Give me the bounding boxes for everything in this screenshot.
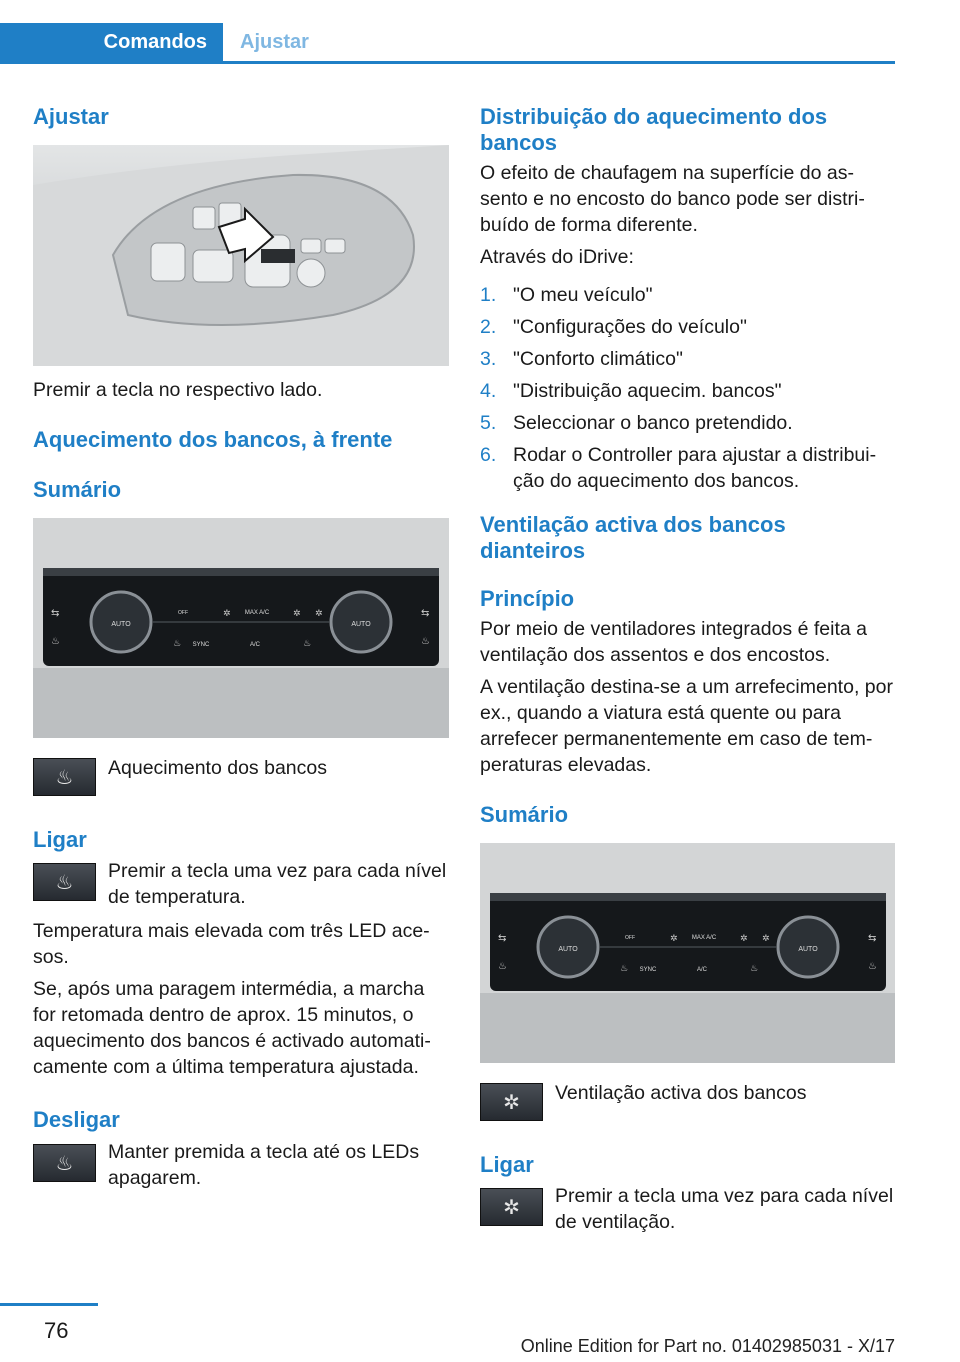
svg-text:♨: ♨	[620, 964, 629, 974]
svg-text:♨: ♨	[750, 964, 759, 974]
seat-heating-icon: ♨	[33, 1144, 96, 1182]
svg-text:SYNC: SYNC	[192, 642, 210, 648]
list-item: 5. Seleccionar o banco pretendido.	[480, 412, 793, 434]
idrive-steps-list	[480, 282, 896, 494]
right-column	[480, 102, 896, 1235]
svg-text:⇆: ⇆	[498, 933, 507, 944]
svg-text:♨: ♨	[303, 639, 312, 649]
svg-text:✲: ✲	[293, 609, 301, 619]
svg-text:MAX A/C: MAX A/C	[691, 935, 717, 941]
icon1-text: Aquecimento dos bancos	[108, 757, 327, 779]
svg-text:♨: ♨	[51, 636, 60, 647]
left-column	[33, 102, 449, 1191]
svg-text:⇆: ⇆	[868, 933, 877, 944]
svg-text:AUTO: AUTO	[111, 621, 131, 628]
text-premir-tecla: Premir a tecla no respectivo lado.	[33, 379, 323, 401]
svg-text:✲: ✲	[740, 934, 748, 944]
text-principio: Por meio de ventiladores integrados é feita a ventilação dos assentos e dos encostos.	[480, 618, 867, 666]
footer-rule	[0, 1303, 98, 1306]
svg-text:♨: ♨	[868, 961, 877, 972]
svg-text:AUTO: AUTO	[798, 946, 818, 953]
svg-text:A/C: A/C	[249, 642, 261, 648]
svg-text:MAX A/C: MAX A/C	[244, 610, 270, 616]
text-idrive: Através do iDrive:	[480, 246, 634, 268]
text-temperatura: Temperatura mais elevada com três LED ace-sos.	[33, 920, 430, 968]
climate-panel-image	[33, 518, 449, 738]
vent-icon-row-1	[480, 1083, 896, 1121]
tab-comandos[interactable]: Comandos	[0, 23, 223, 61]
heading-ventilacao: Ventilação activa dos bancos dianteiros	[480, 512, 786, 563]
text-paragem: Se, após uma paragem intermédia, a marcha for retomada dentro de aprox. 15 minutos, o aquecimento dos bancos é activado automati-camente com a última temperatura ajustada.	[33, 978, 431, 1078]
svg-text:⇆: ⇆	[421, 608, 430, 619]
heading-ajustar: Ajustar	[33, 104, 109, 129]
svg-text:♨: ♨	[421, 636, 430, 647]
svg-text:✲: ✲	[223, 609, 231, 619]
header-tabbar	[0, 23, 895, 64]
heat-icon-row-1	[33, 758, 449, 796]
climate-panel-image-right	[480, 843, 895, 1063]
heading-ligar-right: Ligar	[480, 1152, 534, 1177]
svg-text:✲: ✲	[315, 609, 323, 619]
icon4-text: Ventilação activa dos bancos	[555, 1082, 807, 1104]
text-efeito: O efeito de chaufagem na superfície do as-sento e no encosto do banco pode ser distri-buído de forma diferente.	[480, 162, 865, 236]
svg-text:SYNC: SYNC	[639, 967, 657, 973]
heading-principio: Princípio	[480, 586, 575, 611]
svg-text:✲: ✲	[670, 934, 678, 944]
list-item: 2. "Configurações do veículo"	[480, 316, 747, 338]
tab-ajustar[interactable]: Ajustar	[240, 30, 309, 53]
heading-sumario: Sumário	[33, 477, 122, 502]
heat-icon-row-3	[33, 1139, 449, 1191]
edition-text: Online Edition for Part no. 01402985031 - X/17	[520, 1336, 895, 1356]
icon5-text: Premir a tecla uma vez para cada nível de ventilação.	[555, 1185, 894, 1233]
heading-aquecimento-bancos: Aquecimento dos bancos, à frente	[33, 427, 393, 452]
icon2-text: Premir a tecla uma vez para cada nível de temperatura.	[108, 860, 447, 908]
heading-desligar: Desligar	[33, 1107, 120, 1132]
heading-sumario-right: Sumário	[480, 802, 569, 827]
icon3-text: Manter premida a tecla até os LEDs apagarem.	[108, 1141, 420, 1189]
heading-distribuicao: Distribuição do aquecimento dos bancos	[480, 104, 828, 155]
seat-ventilation-icon: ✲	[480, 1083, 543, 1121]
svg-text:OFF: OFF	[178, 610, 188, 616]
heading-ligar: Ligar	[33, 827, 87, 852]
svg-text:⇆: ⇆	[51, 608, 60, 619]
svg-text:AUTO: AUTO	[558, 946, 578, 953]
seat-adjust-image	[33, 145, 449, 366]
svg-text:♨: ♨	[173, 639, 182, 649]
heat-icon-row-2	[33, 858, 449, 910]
page-number: 76	[44, 1318, 69, 1343]
list-item: 1. "O meu veículo"	[480, 284, 653, 306]
list-item: 6. Rodar o Controller para ajustar a distribui-ção do aquecimento dos bancos.	[480, 444, 877, 492]
seat-heating-icon: ♨	[33, 863, 96, 901]
text-arrefecimento: A ventilação destina-se a um arrefecimento, por ex., quando a viatura está quente ou para arrefecer permanentemente em caso de tem-peraturas elevadas.	[480, 676, 893, 776]
seat-ventilation-icon: ✲	[480, 1188, 543, 1226]
svg-text:✲: ✲	[762, 934, 770, 944]
svg-text:♨: ♨	[498, 961, 507, 972]
seat-heating-icon: ♨	[33, 758, 96, 796]
svg-text:AUTO: AUTO	[351, 621, 371, 628]
svg-text:A/C: A/C	[696, 967, 708, 973]
list-item: 3. "Conforto climático"	[480, 348, 683, 370]
vent-icon-row-2	[480, 1183, 896, 1235]
list-item: 4. "Distribuição aquecim. bancos"	[480, 380, 782, 402]
svg-text:OFF: OFF	[625, 935, 635, 941]
